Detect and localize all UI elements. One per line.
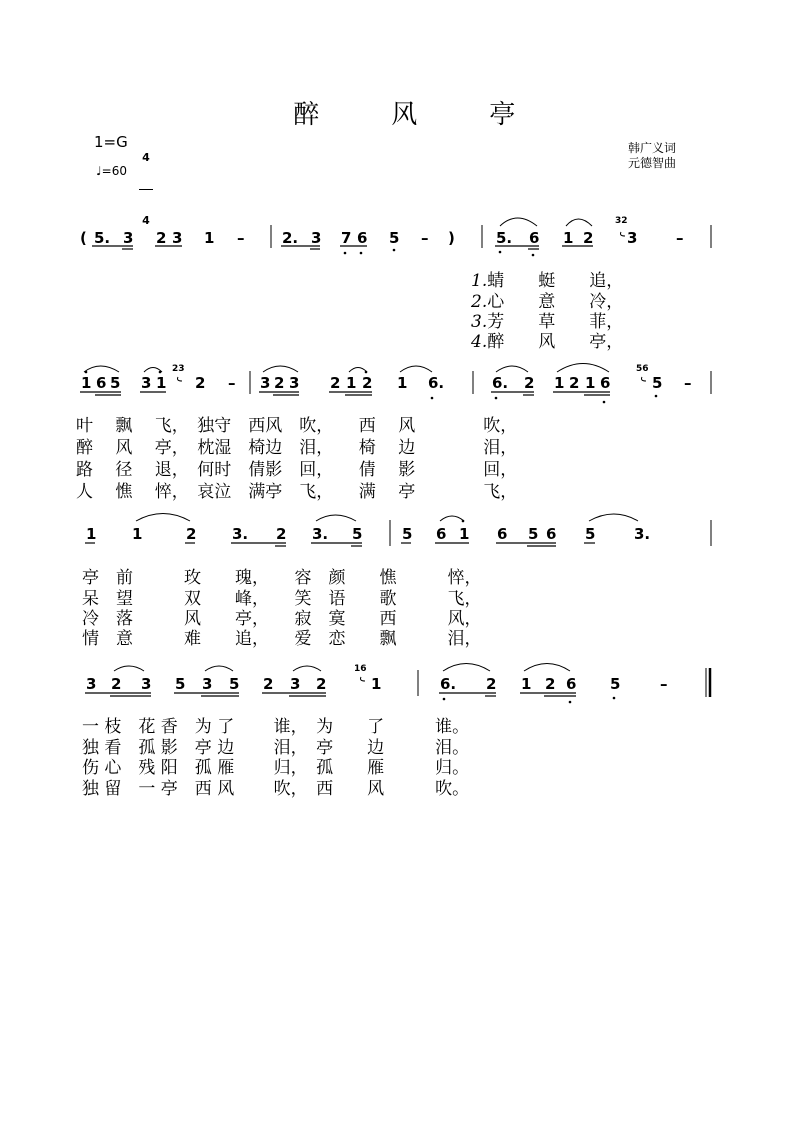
dash: – (684, 374, 692, 392)
dash: – (228, 374, 236, 392)
note: 7 (341, 229, 352, 247)
lyric-line: 呆 望 双 峰， 笑 语 歌 飞， (82, 589, 482, 609)
note: 2 (263, 675, 274, 693)
note: 5 (110, 374, 121, 392)
note: 6 (566, 675, 577, 693)
note: 3. (634, 525, 651, 543)
note: 5 (229, 675, 240, 693)
note: 2 (362, 374, 373, 392)
verse-line (471, 327, 623, 352)
lyric-line: 叶 飘 飞， 独守 西风 吹， 西 风 吹， (76, 416, 518, 436)
note: 6 (529, 229, 540, 247)
lyric-line: 冷 落 风 亭， 寂 寞 西 风， (82, 609, 482, 629)
note: 5 (585, 525, 596, 543)
title-char-1: 醉 (293, 100, 320, 130)
lyric-text: 芳 草 菲， (487, 312, 624, 332)
note: 6 (497, 525, 508, 543)
tempo-marking: ♩=60 (96, 164, 127, 178)
key-signature: 1=G (94, 133, 128, 151)
note: 1 (204, 229, 215, 247)
note: 1 (156, 374, 167, 392)
note: 6 (96, 374, 107, 392)
note: 6. (428, 374, 445, 392)
lyric-line: 路 径 退， 何时 倩影 回， 倩 影 回， (76, 460, 518, 480)
verse-number: 3. (471, 312, 488, 332)
note: 2 (274, 374, 285, 392)
lyric-line: 独 留 一 亭 西 风 吹， 西 风 吹。 (82, 779, 470, 799)
note: 5 (528, 525, 539, 543)
lyric-line: 亭 前 玫 瑰， 容 颜 憔 悴， (82, 568, 482, 588)
row3 (85, 514, 711, 547)
time-signature-top: 4 (142, 151, 150, 164)
note: 6. (492, 374, 509, 392)
lyricist-credit: 韩广义词 (628, 141, 677, 155)
row1 (80, 216, 711, 256)
note: 5. (496, 229, 513, 247)
note: 3 (141, 374, 152, 392)
verse-number: 4. (471, 332, 488, 352)
note: 1 (346, 374, 357, 392)
lyric-line: 人 憔 悴， 哀泣 满亭 飞， 满 亭 飞， (76, 482, 518, 502)
note: 3 (627, 229, 638, 247)
grace-note: 23 (172, 364, 185, 374)
lyric-text: 心 意 冷， (487, 292, 624, 312)
note: 2 (276, 525, 287, 543)
lyric-line: 独 看 孤 影 亭 边 泪， 亭 边 泪。 (82, 738, 470, 758)
time-signature-bottom: 4 (142, 214, 150, 227)
note: 2 (330, 374, 341, 392)
note: 1 (554, 374, 565, 392)
lyric-line: 伤 心 残 阳 孤 雁 归， 孤 雁 归。 (82, 758, 470, 778)
note: 5 (175, 675, 186, 693)
note: 3 (260, 374, 271, 392)
dash: – (660, 675, 668, 693)
grace-note: 56 (636, 364, 649, 374)
note: 3 (172, 229, 183, 247)
note: 3 (289, 374, 300, 392)
note: 5 (389, 229, 400, 247)
note: 1 (397, 374, 408, 392)
note: 1 (521, 675, 532, 693)
note: 1 (86, 525, 97, 543)
row4 (85, 664, 710, 704)
note: 2 (111, 675, 122, 693)
dash: – (237, 229, 245, 247)
note: 1 (459, 525, 470, 543)
row2 (80, 364, 711, 404)
composer-credit: 元德智曲 (628, 156, 677, 170)
dash: – (421, 229, 429, 247)
verse-number: 2. (471, 292, 488, 312)
note: 5 (352, 525, 363, 543)
dash: – (676, 229, 684, 247)
note: 3. (312, 525, 329, 543)
note: 3 (311, 229, 322, 247)
note: 2. (282, 229, 299, 247)
lyric-line: 一 枝 花 香 为 了 谁， 为 了 谁。 (82, 717, 470, 737)
note: 1 (132, 525, 143, 543)
lyric-line: 情 意 难 追， 爱 恋 飘 泪， (82, 629, 482, 649)
note: 1 (371, 675, 382, 693)
note: 5 (610, 675, 621, 693)
open-paren: ( (80, 229, 87, 247)
note: 2 (195, 374, 206, 392)
note: 3 (141, 675, 152, 693)
title-char-2: 风 (391, 100, 418, 130)
note: 3 (123, 229, 134, 247)
note: 5. (94, 229, 111, 247)
note: 1 (585, 374, 596, 392)
note: 3 (290, 675, 301, 693)
note: 2 (583, 229, 594, 247)
note: 2 (186, 525, 197, 543)
lyric-line: 醉 风 亭， 枕湿 椅边 泪， 椅 边 泪， (76, 438, 518, 458)
note: 2 (524, 374, 535, 392)
note: 2 (316, 675, 327, 693)
note: 3. (232, 525, 249, 543)
note: 6 (546, 525, 557, 543)
note: 6 (600, 374, 611, 392)
note: 6 (357, 229, 368, 247)
grace-note: 16 (354, 664, 367, 674)
lyric-text: 蜻 蜓 追， (487, 271, 624, 291)
verse-number: 1. (471, 271, 488, 291)
lyric-text: 醉 风 亭， (487, 332, 624, 352)
note: 2 (156, 229, 167, 247)
note: 5 (402, 525, 413, 543)
note: 1 (563, 229, 574, 247)
note: 6 (436, 525, 447, 543)
note: 5 (652, 374, 663, 392)
close-paren: ) (448, 229, 455, 247)
grace-note: 32 (615, 216, 628, 226)
note: 6. (440, 675, 457, 693)
note: 2 (545, 675, 556, 693)
note: 1 (81, 374, 92, 392)
note: 3 (86, 675, 97, 693)
note: 2 (569, 374, 580, 392)
note: 3 (202, 675, 213, 693)
title-char-3: 亭 (489, 100, 516, 130)
note: 2 (486, 675, 497, 693)
